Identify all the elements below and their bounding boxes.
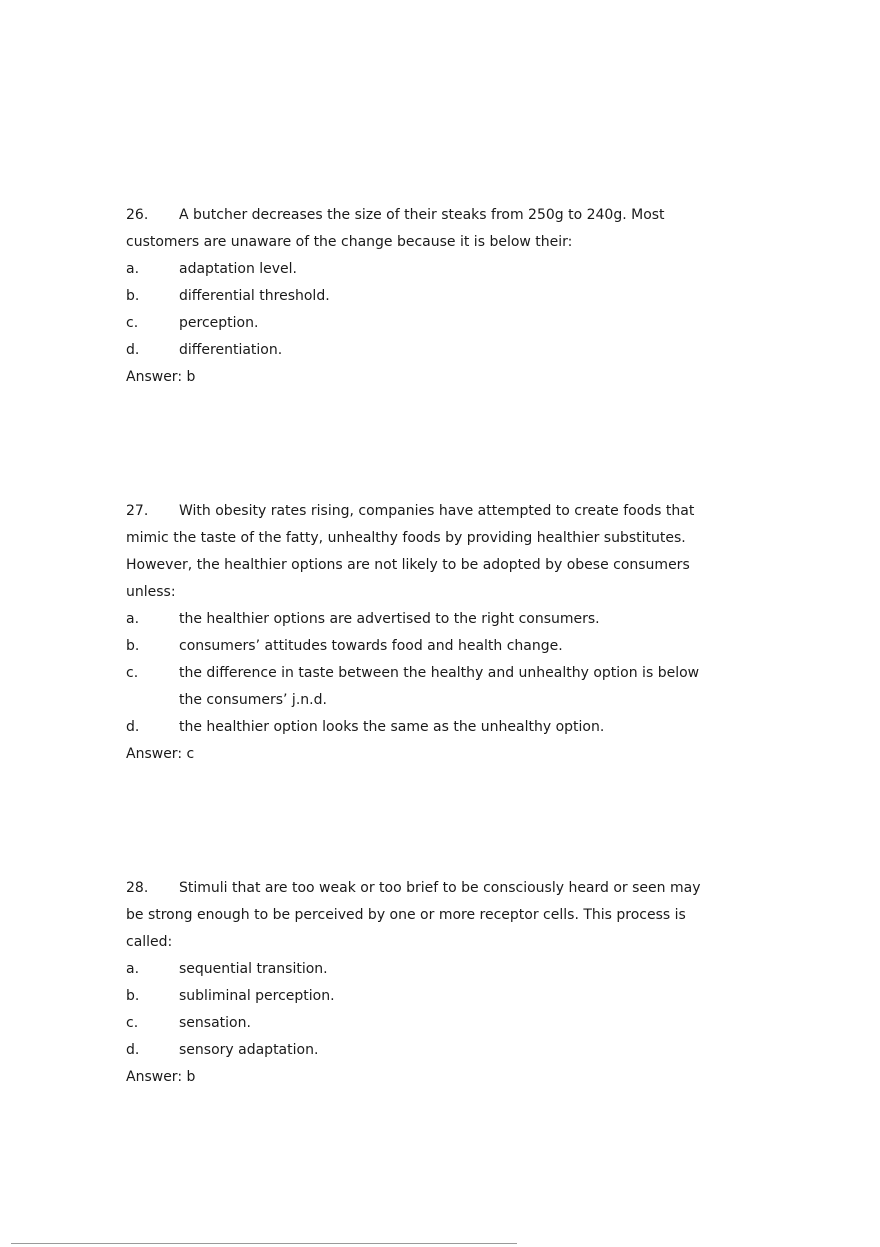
option-label: c. [126,665,139,681]
question-27 [126,498,746,768]
question-number: 28. [126,880,149,896]
answer: Answer: c [126,746,195,762]
question-stem [126,498,746,525]
question-26 [126,202,746,391]
option-c [126,1010,746,1037]
stem-line: mimic the taste of the fatty, unhealthy foods by providing healthier substitutes. [126,530,686,546]
option-label: a. [126,611,140,627]
option-label: d. [126,1042,140,1058]
option-label: a. [126,261,140,277]
option-label: b. [126,288,140,304]
option-text: perception. [179,315,259,331]
option-label: c. [126,1015,139,1031]
option-text: the healthier options are advertised to the right consumers. [179,611,600,627]
option-d [126,1037,746,1064]
stem-line: be strong enough to be perceived by one or more receptor cells. This process is [126,907,686,923]
option-c [126,310,746,337]
stem-line: unless: [126,584,176,600]
question-number: 26. [126,207,149,223]
option-label: d. [126,342,140,358]
option-text: differentiation. [179,342,283,358]
option-a [126,256,746,283]
question-stem [126,202,746,229]
option-text: subliminal perception. [179,988,335,1004]
option-text: adaptation level. [179,261,298,277]
option-label: d. [126,719,140,735]
option-text: the healthier option looks the same as the unhealthy option. [179,719,605,735]
question-number: 27. [126,503,149,519]
option-text: sequential transition. [179,961,328,977]
option-label: c. [126,315,139,331]
option-text: consumers’ attitudes towards food and health change. [179,638,563,654]
question-stem [126,875,746,902]
answer: Answer: b [126,1069,196,1085]
stem-line: A butcher decreases the size of their steaks from 250g to 240g. Most [179,207,665,223]
option-a [126,956,746,983]
option-text: differential threshold. [179,288,330,304]
option-text: sensory adaptation. [179,1042,319,1058]
stem-line: called: [126,934,173,950]
option-b [126,283,746,310]
option-b [126,633,746,660]
option-text: sensation. [179,1015,251,1031]
stem-line: With obesity rates rising, companies have attempted to create foods that [179,503,695,519]
question-28 [126,875,746,1091]
option-label: b. [126,638,140,654]
option-label: b. [126,988,140,1004]
stem-line: However, the healthier options are not likely to be adopted by obese consumers [126,557,690,573]
option-c-continuation: the consumers’ j.n.d. [179,692,327,708]
option-text: the difference in taste between the healthy and unhealthy option is below [179,665,700,681]
stem-line: Stimuli that are too weak or too brief to be consciously heard or seen may [179,880,701,896]
stem-line: customers are unaware of the change because it is below their: [126,234,573,250]
answer: Answer: b [126,369,196,385]
option-c [126,660,746,687]
option-d [126,337,746,364]
option-label: a. [126,961,140,977]
footer-divider [11,1243,517,1244]
option-a [126,606,746,633]
option-d [126,714,746,741]
option-b [126,983,746,1010]
